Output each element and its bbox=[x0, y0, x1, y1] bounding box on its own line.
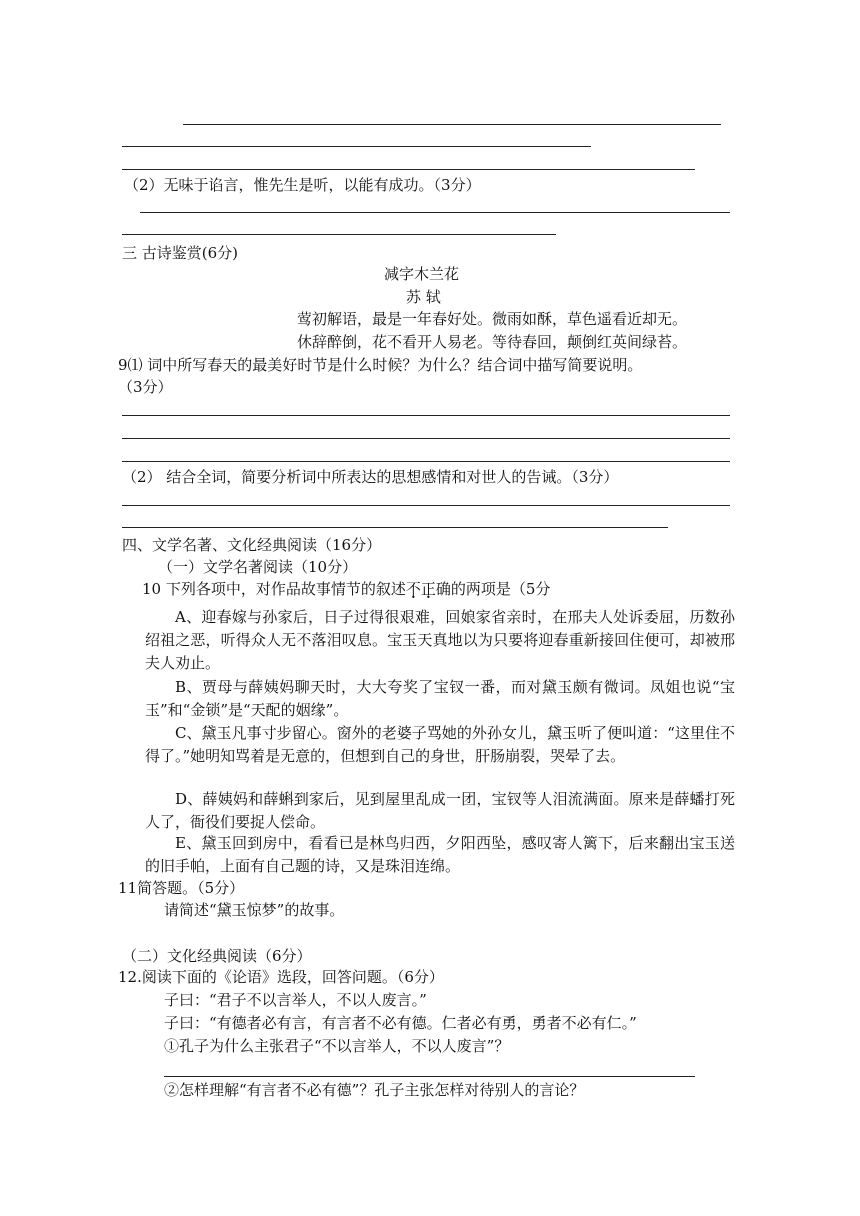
subsection-heading: （一）文学名著阅读（10分） bbox=[158, 558, 358, 576]
answer-line bbox=[122, 461, 730, 462]
answer-line bbox=[164, 1076, 695, 1077]
answer-line bbox=[122, 169, 695, 170]
poem-author: 苏 轼 bbox=[406, 288, 441, 306]
question-text bbox=[142, 579, 550, 599]
subsection-heading: （二）文化经典阅读（6分） bbox=[122, 947, 312, 965]
question-text-part: 10 下列各项中，对作品故事情节的叙述 bbox=[142, 580, 406, 598]
option-b: B、贾母与薛姨妈聊天时，大大夸奖了宝钗一番，而对黛玉颇有微词。凤姐也说“宝玉”和“金锁”是“天配的姻缘”。 bbox=[145, 678, 735, 719]
question-text: 9⑴ 词中所写春天的最美好时节是什么时候？为什么？结合词中描写简要说明。 bbox=[118, 356, 643, 374]
poem-title: 减字木兰花 bbox=[384, 265, 460, 283]
question-text-part: 确的两项是（5分 bbox=[435, 580, 551, 598]
answer-line bbox=[122, 415, 730, 416]
section-heading: 四、文学名著、文化经典阅读（16分） bbox=[122, 536, 382, 554]
poem-line: 莺初解语，最是一年春好处。微雨如酥，草色遥看近却无。 bbox=[297, 310, 688, 328]
question-text: （2）无味于谄言，惟先生是听，以能有成功。（3分） bbox=[124, 176, 481, 194]
poem-line: 休辞醉倒，花不看开人易老。等待春回，颠倒红英间绿苔。 bbox=[297, 333, 688, 351]
answer-line bbox=[140, 212, 730, 213]
answer-line bbox=[122, 234, 556, 235]
quote-line: 子曰：“君子不以言举人，不以人废言。” bbox=[164, 991, 427, 1009]
sub-question: ②怎样理解“有言者不必有德”？孔子主张怎样对待别人的言论？ bbox=[164, 1081, 585, 1099]
question-text: 11简答题。（5分） bbox=[118, 879, 245, 897]
answer-line bbox=[183, 124, 721, 125]
answer-line bbox=[122, 146, 591, 147]
question-text: 12.阅读下面的《论语》选段，回答问题。（6分） bbox=[118, 968, 444, 986]
option-e: E、黛玉回到房中，看看已是林鸟归西，夕阳西坠，感叹寄人篱下，后来翻出宝玉送的旧手帕，上面有自己题的诗，又是珠泪连绵。 bbox=[145, 834, 735, 875]
section-heading: 三 古诗鉴赏(6分) bbox=[122, 244, 239, 262]
option-d: D、薛姨妈和薛蝌到家后，见到屋里乱成一团，宝钗等人泪流满面。原来是薛蟠打死人了，衙役们要捉人偿命。 bbox=[145, 790, 735, 831]
option-c: C、黛玉凡事寸步留心。窗外的老婆子骂她的外孙女儿，黛玉听了便叫道：“这里住不得了。”她明知骂着是无意的，但想到自己的身世，肝肠崩裂，哭晕了去。 bbox=[145, 724, 735, 765]
answer-line bbox=[122, 527, 668, 528]
question-text: （3分） bbox=[118, 378, 173, 396]
emphasis-mark: 不 bbox=[405, 580, 421, 598]
question-prompt: 请简述“黛玉惊梦”的故事。 bbox=[164, 901, 345, 919]
answer-line bbox=[122, 438, 730, 439]
answer-line bbox=[122, 505, 730, 506]
emphasis-mark: 正 bbox=[420, 580, 436, 598]
option-a: A、迎春嫁与孙家后，日子过得很艰难，回娘家省亲时，在邢夫人处诉委屈，历数孙绍祖之恶，听得众人无不落泪叹息。宝玉天真地以为只要将迎春重新接回住便可，却被邢夫人劝止。 bbox=[145, 608, 735, 672]
question-text: （2） 结合全词，简要分析词中所表达的思想感情和对世人的告诫。（3分） bbox=[122, 468, 619, 486]
sub-question: ①孔子为什么主张君子“不以言举人，不以人废言”？ bbox=[164, 1037, 510, 1055]
quote-line: 子曰：“有德者必有言，有言者不必有德。仁者必有勇，勇者不必有仁。” bbox=[164, 1014, 637, 1032]
